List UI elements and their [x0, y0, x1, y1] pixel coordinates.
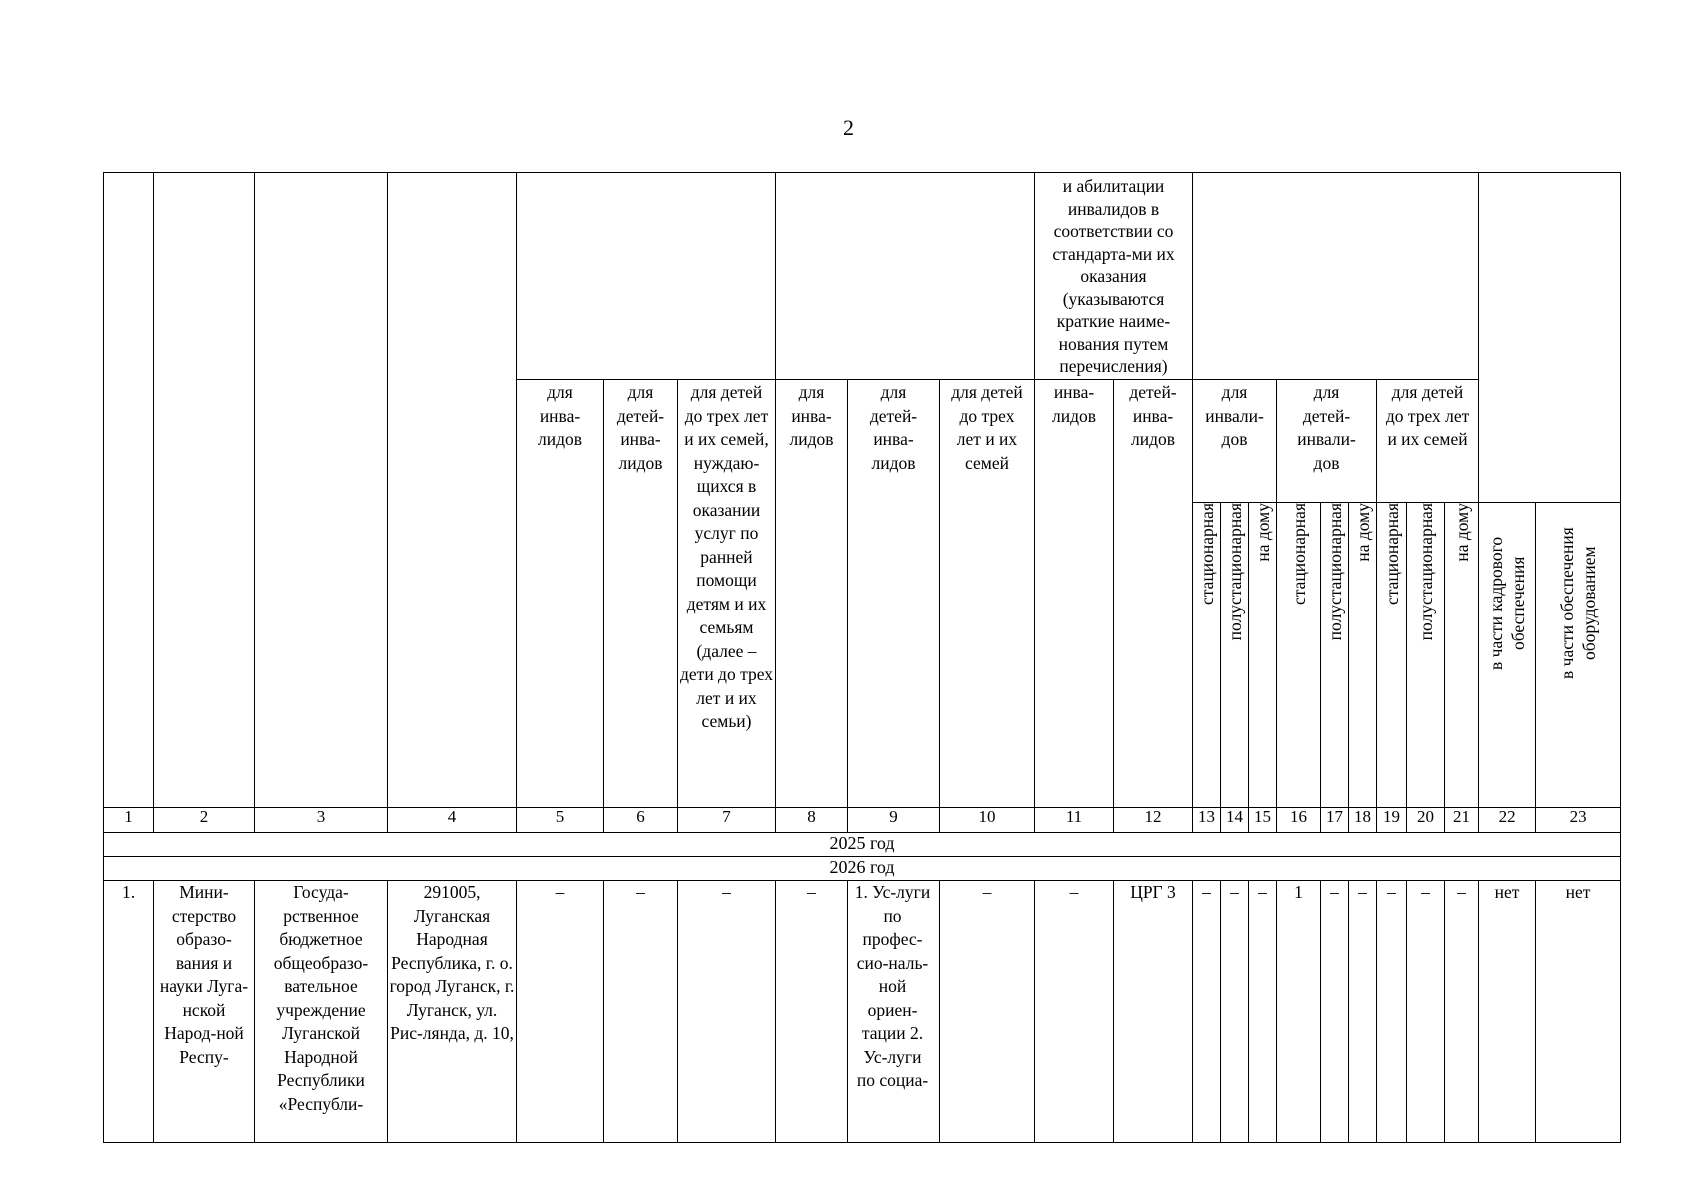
year-row-2026: 2026 год: [104, 857, 1621, 881]
services-list: 1. Ус-луги по профес-сио-наль-ной ориен-тации 2. Ус-луги по социа-: [848, 881, 940, 1143]
header-cell-4: [388, 173, 517, 808]
cell-col-17: –: [1321, 881, 1349, 1143]
cell-col-19: –: [1377, 881, 1407, 1143]
cell-col-16: 1: [1277, 881, 1321, 1143]
header-col-21: на дому: [1445, 503, 1479, 808]
header-col-16: стационарная: [1277, 503, 1321, 808]
column-number: 17: [1321, 808, 1349, 833]
header-group-19-21: для детей до трех лет и их семей: [1377, 380, 1479, 503]
column-number: 10: [940, 808, 1035, 833]
header-col-12: детей-инва-лидов: [1114, 380, 1193, 808]
cell-col-7: –: [678, 881, 776, 1143]
header-cell-2: [154, 173, 255, 808]
column-number: 1: [104, 808, 154, 833]
column-number: 22: [1479, 808, 1536, 833]
cell-col-15: –: [1249, 881, 1277, 1143]
column-number: 16: [1277, 808, 1321, 833]
header-cell-3: [255, 173, 388, 808]
column-number: 4: [388, 808, 517, 833]
table-row: [104, 881, 1621, 1143]
column-number: 14: [1221, 808, 1249, 833]
column-number: 12: [1114, 808, 1193, 833]
column-number: 15: [1249, 808, 1277, 833]
column-number: 21: [1445, 808, 1479, 833]
cell-col-21: –: [1445, 881, 1479, 1143]
column-number: 6: [604, 808, 678, 833]
cell-col-10: –: [940, 881, 1035, 1143]
column-number: 20: [1407, 808, 1445, 833]
header-group-13-21: [1193, 173, 1479, 380]
column-number: 11: [1035, 808, 1114, 833]
header-col-5: для инва-лидов: [517, 380, 604, 808]
header-col-14: полустационарная: [1221, 503, 1249, 808]
header-col-11: инва-лидов: [1035, 380, 1114, 808]
header-col-18: на дому: [1349, 503, 1377, 808]
column-number: 8: [776, 808, 848, 833]
cell-col-22: нет: [1479, 881, 1536, 1143]
ministry-name: Мини-стерство образо-вания и науки Луга-нской Народ-ной Респу-: [154, 881, 255, 1143]
header-col-10: для детей до трех лет и их семей: [940, 380, 1035, 808]
column-number: 18: [1349, 808, 1377, 833]
header-col-15: на дому: [1249, 503, 1277, 808]
cell-col-18: –: [1349, 881, 1377, 1143]
header-group-5-7: [517, 173, 776, 380]
header-group-8-10: [776, 173, 1035, 380]
cell-col-5: –: [517, 881, 604, 1143]
header-group-13-15: для инвали-дов: [1193, 380, 1277, 503]
header-col-8: для инва-лидов: [776, 380, 848, 808]
cell-col-23: нет: [1536, 881, 1621, 1143]
column-number-row: [104, 808, 1621, 833]
cell-col-11: –: [1035, 881, 1114, 1143]
cell-col-8: –: [776, 881, 848, 1143]
column-number: 13: [1193, 808, 1221, 833]
header-group-11-12: и абилитации инвалидов в соответствии со стандарта-ми их оказания (указываются краткие наиме-нования путем перечисления): [1035, 173, 1193, 380]
column-number: 23: [1536, 808, 1621, 833]
header-col-22: в части кадрового обеспечения: [1479, 503, 1536, 808]
organization-name: Госуда-рственное бюджетное общеобразо-вательное учреждение Луганской Народной Республики «Республи-: [255, 881, 388, 1143]
facilities-table: [103, 172, 1621, 1143]
column-number: 5: [517, 808, 604, 833]
header-col-19: стационарная: [1377, 503, 1407, 808]
header-col-7: для детей до трех лет и их семей, нуждаю-щихся в оказании услуг по ранней помощи детям и их семьям (далее – дети до трех лет и их семьи): [678, 380, 776, 808]
cell-col-12: ЦРГ 3: [1114, 881, 1193, 1143]
header-col-13: стационарная: [1193, 503, 1221, 808]
column-number: 3: [255, 808, 388, 833]
cell-col-13: –: [1193, 881, 1221, 1143]
header-col-17: полустационарная: [1321, 503, 1349, 808]
column-number: 19: [1377, 808, 1407, 833]
header-col-23: в части обеспечения оборудованием: [1536, 503, 1621, 808]
header-group-22-23: [1479, 173, 1621, 503]
column-number: 7: [678, 808, 776, 833]
cell-col-20: –: [1407, 881, 1445, 1143]
page-number: 2: [843, 115, 854, 140]
column-number: 2: [154, 808, 255, 833]
cell-col-6: –: [604, 881, 678, 1143]
cell-col-14: –: [1221, 881, 1249, 1143]
header-col-9: для детей-инва-лидов: [848, 380, 940, 808]
header-cell-1: [104, 173, 154, 808]
header-group-16-18: для детей-инвали-дов: [1277, 380, 1377, 503]
row-number: 1.: [104, 881, 154, 1143]
header-col-6: для детей-инва-лидов: [604, 380, 678, 808]
year-row-2025: 2025 год: [104, 833, 1621, 857]
header-col-20: полустационарная: [1407, 503, 1445, 808]
column-number: 9: [848, 808, 940, 833]
organization-address: 291005, Луганская Народная Республика, г. о. город Луганск, г. Луганск, ул. Рис-лянда, д. 10,: [388, 881, 517, 1143]
